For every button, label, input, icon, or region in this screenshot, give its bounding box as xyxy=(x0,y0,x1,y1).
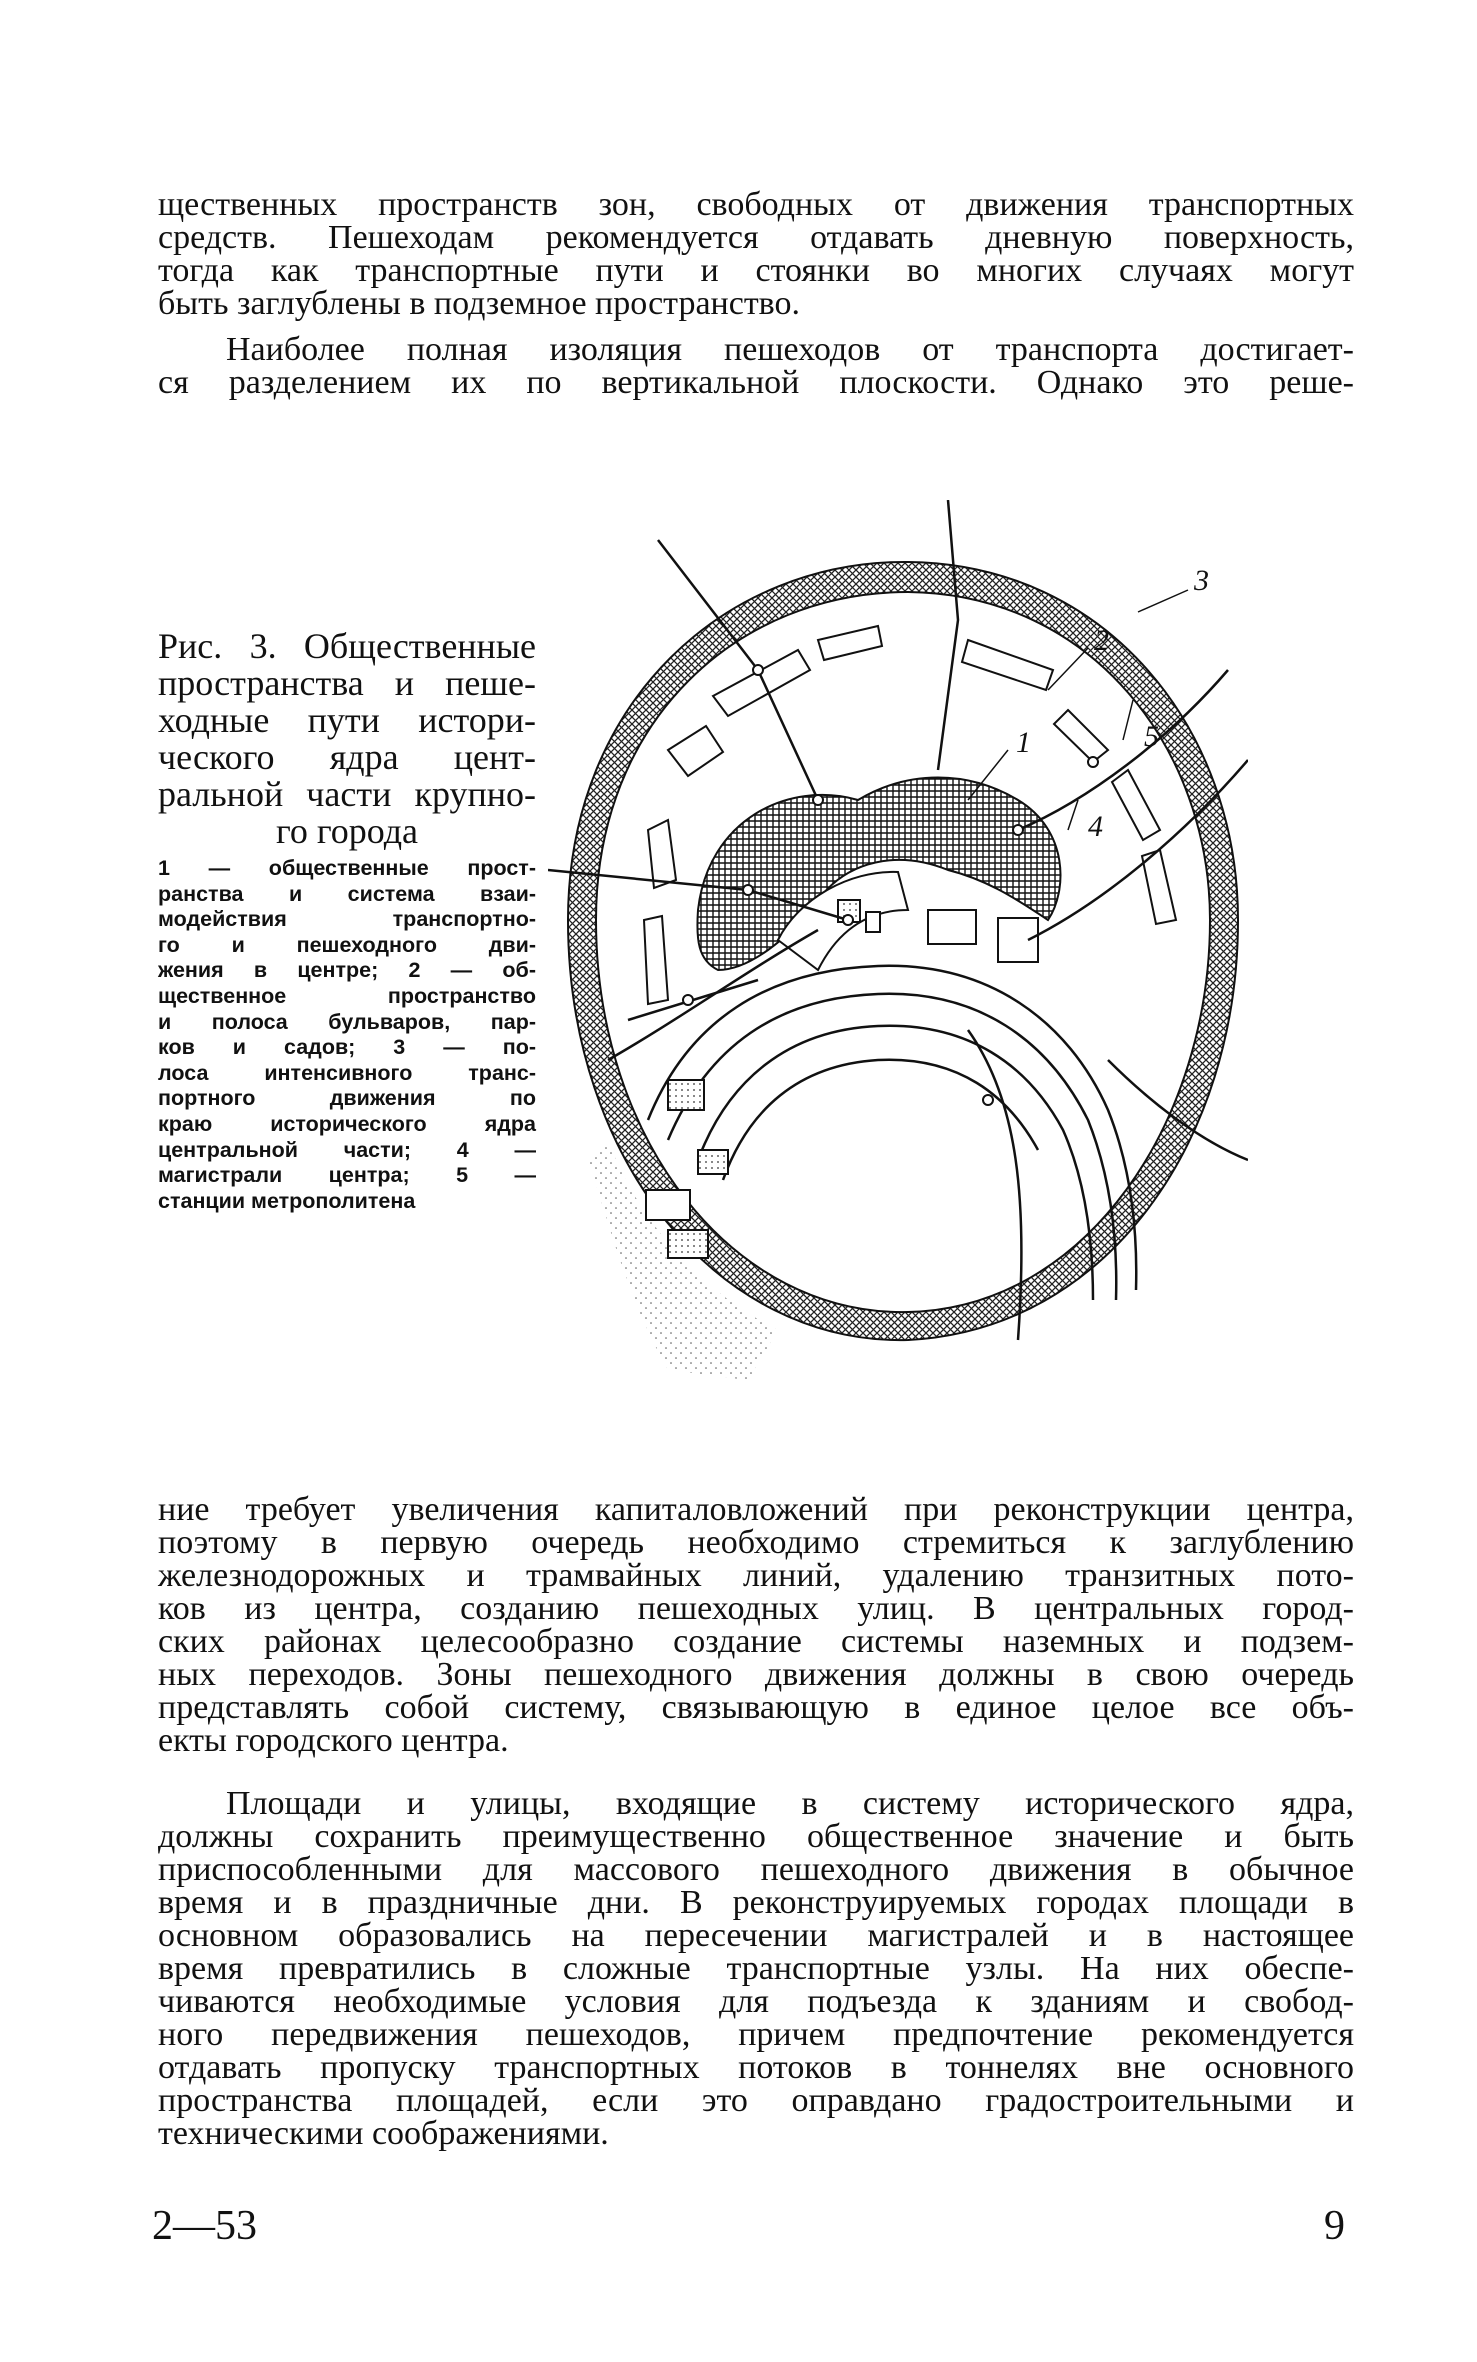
legend-line: ранства и система взаи- xyxy=(158,881,536,906)
callout-5: 5 xyxy=(1144,720,1159,753)
figure-caption-title xyxy=(158,628,536,850)
text-line: пространства площадей, если это оправдано градостроительными и xyxy=(158,2082,1354,2119)
text-line: быть заглублены в подземное пространство. xyxy=(158,285,800,322)
text-line: отдавать пропуску транспортных потоков в тоннелях вне основного xyxy=(158,2049,1354,2086)
legend-line: жения в центре; 2 — об- xyxy=(158,958,536,983)
text-line: Наиболее полная изоляция пешеходов от транспорта достигает- xyxy=(226,331,1354,368)
callout-2: 2 xyxy=(1094,624,1109,657)
traffic-belt-ring xyxy=(568,562,1238,1340)
paragraph-2 xyxy=(158,333,1354,399)
legend-line: го и пешеходного дви- xyxy=(158,932,536,957)
text-line: основном образовались на пересечении магистралей и в настоящее xyxy=(158,1917,1354,1954)
paragraph-1 xyxy=(158,188,1354,320)
legend-line: магистрали центра; 5 — xyxy=(158,1163,536,1188)
text-line: Площади и улицы, входящие в систему исторического ядра, xyxy=(226,1785,1354,1822)
legend-line: модействия транспортно- xyxy=(158,907,536,932)
text-line: техническими соображениями. xyxy=(158,2115,609,2152)
text-line: время и в праздничные дни. В реконструируемых городах площади в xyxy=(158,1884,1354,1921)
text-line: железнодорожных и трамвайных линий, удалению транзитных пото- xyxy=(158,1557,1354,1594)
text-line: ние требует увеличения капиталовложений при реконструкции центра, xyxy=(158,1491,1354,1528)
caption-title-line: ческого ядра цент- xyxy=(158,737,536,777)
callout-4: 4 xyxy=(1088,810,1103,843)
text-line: ся разделением их по вертикальной плоскости. Однако это реше- xyxy=(158,364,1354,401)
text-line: ских районах целесообразно создание системы наземных и подзем- xyxy=(158,1623,1354,1660)
text-line: средств. Пешеходам рекомендуется отдавать дневную поверхность, xyxy=(158,219,1354,256)
text-line: должны сохранить преимущественно общественное значение и быть xyxy=(158,1818,1354,1855)
text-line: екты городского центра. xyxy=(158,1722,509,1759)
text-line: поэтому в первую очередь необходимо стремиться к заглублению xyxy=(158,1524,1354,1561)
caption-title-line: Рис. 3. Общественные xyxy=(158,626,536,666)
callout-1: 1 xyxy=(1016,726,1031,759)
legend-line: ков и садов; 3 — по- xyxy=(158,1035,536,1060)
text-line: чиваются необходимые условия для подъезда к зданиям и свобод- xyxy=(158,1983,1354,2020)
legend-line: центральной части; 4 — xyxy=(158,1137,536,1162)
signature-mark: 2—53 xyxy=(152,2203,257,2249)
legend-line: станции метрополитена xyxy=(158,1188,416,1213)
callout-3: 3 xyxy=(1194,564,1209,597)
legend-line: и полоса бульваров, пар- xyxy=(158,1009,536,1034)
text-line: щественных пространств зон, свободных от движения транспортных xyxy=(158,186,1354,223)
text-line: ных переходов. Зоны пешеходного движения должны в свою очередь xyxy=(158,1656,1354,1693)
text-line: приспособленными для массового пешеходного движения в обычное xyxy=(158,1851,1354,1888)
text-line: время превратились в сложные транспортные узлы. На них обеспе- xyxy=(158,1950,1354,1987)
text-line: ного передвижения пешеходов, причем предпочтение рекомендуется xyxy=(158,2016,1354,2053)
city-plan-figure xyxy=(548,500,1248,1380)
caption-title-line: пространства и пеше- xyxy=(158,663,536,703)
legend-line: лоса интенсивного транс- xyxy=(158,1060,536,1085)
text-line: представлять собой систему, связывающую в единое целое все объ- xyxy=(158,1689,1354,1726)
legend-line: краю исторического ядра xyxy=(158,1111,536,1136)
legend-line: портного движения по xyxy=(158,1086,536,1111)
text-line: тогда как транспортные пути и стоянки во многих случаях могут xyxy=(158,252,1354,289)
caption-title-line: ральной части крупно- xyxy=(158,774,536,814)
paragraph-3 xyxy=(158,1493,1354,1757)
caption-title-line: го города xyxy=(276,811,418,851)
figure-legend xyxy=(158,856,536,1214)
text-line: ков из центра, созданию пешеходных улиц. В центральных город- xyxy=(158,1590,1354,1627)
legend-line: 1 — общественные прост- xyxy=(158,856,536,880)
paragraph-4 xyxy=(158,1787,1354,2150)
page-number: 9 xyxy=(1324,2203,1345,2249)
caption-title-line: ходные пути истори- xyxy=(158,700,536,740)
figure-caption xyxy=(158,628,536,1214)
legend-line: щественное пространство xyxy=(158,983,536,1008)
